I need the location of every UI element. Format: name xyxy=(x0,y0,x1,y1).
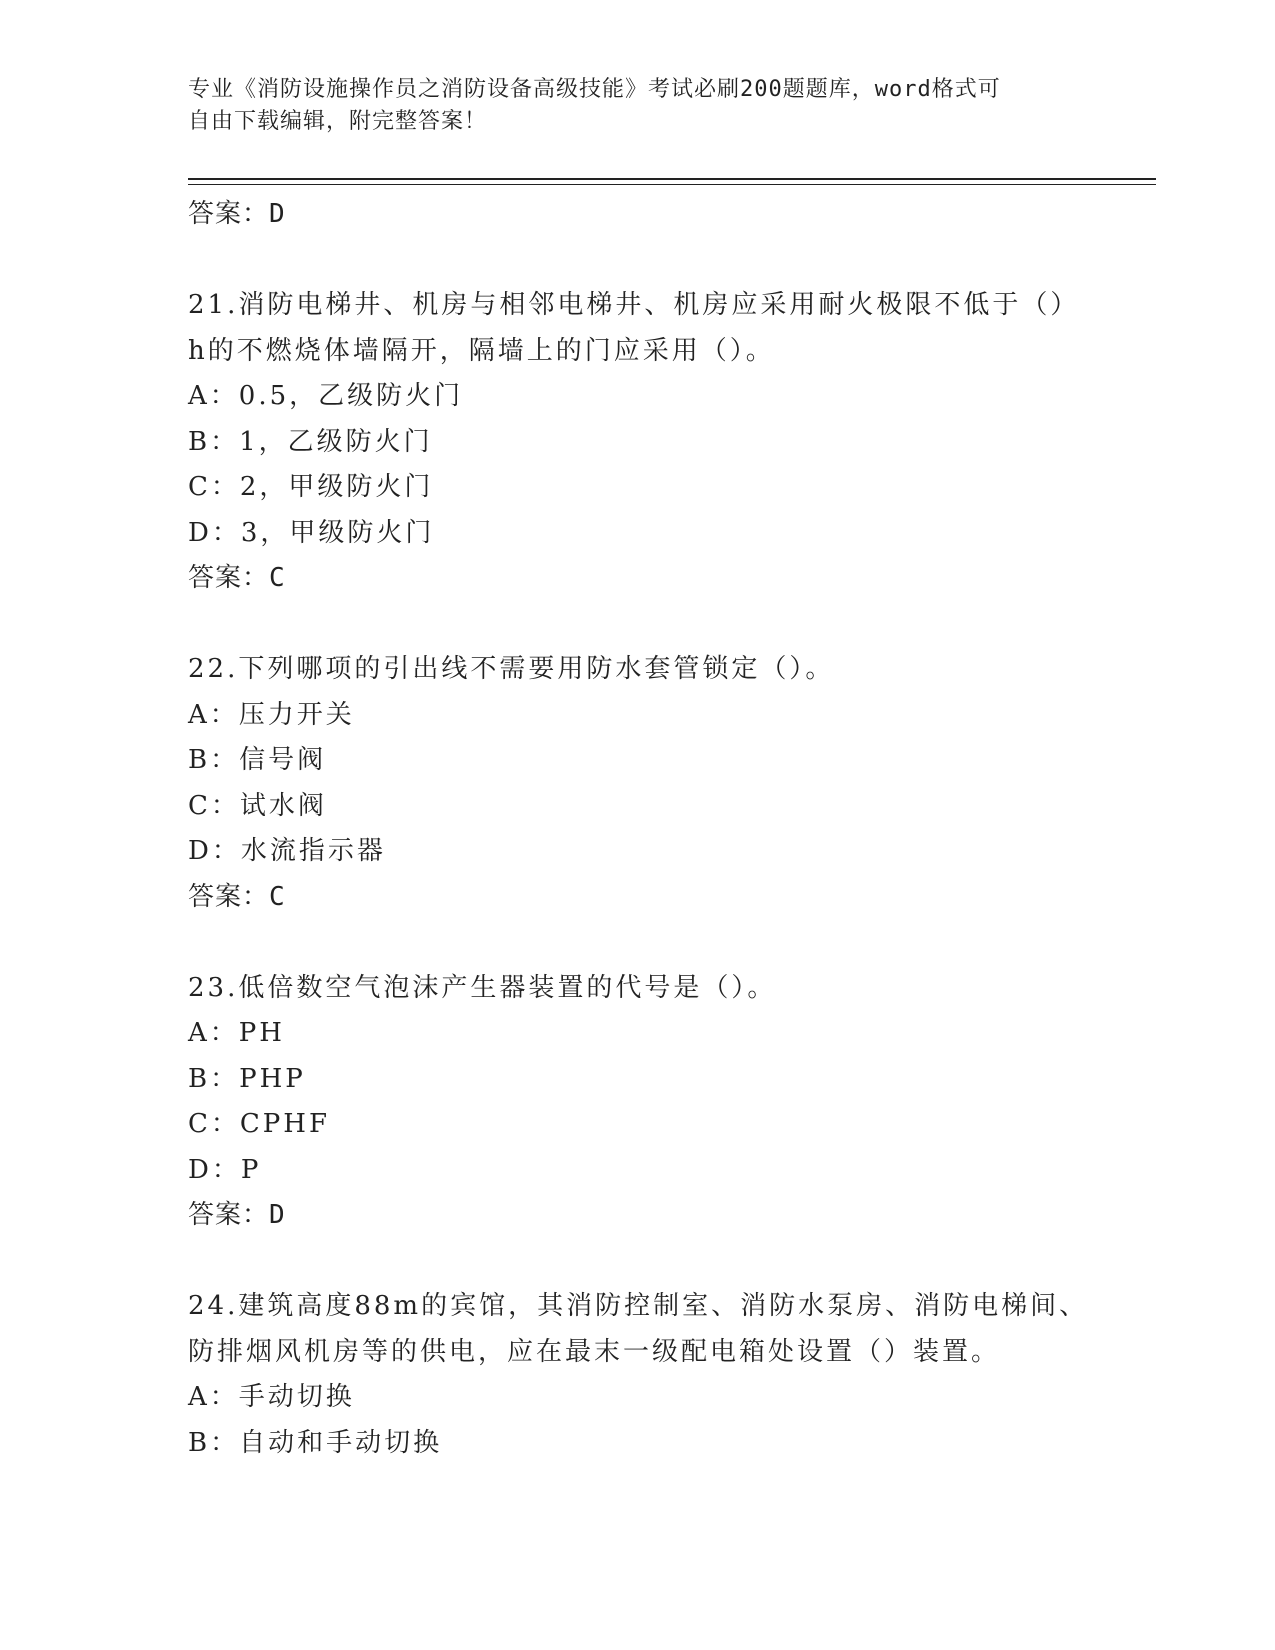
answer-line: 答案：C xyxy=(188,881,286,912)
option-b: B：PHP xyxy=(188,1063,306,1094)
option-a: A：手动切换 xyxy=(188,1382,355,1412)
option-d: D：P xyxy=(188,1154,262,1185)
option-d: D：水流指示器 xyxy=(188,836,386,866)
spacer xyxy=(188,920,1088,966)
question-block xyxy=(188,1284,1088,1466)
question-block xyxy=(188,283,1088,602)
option-b: B：自动和手动切换 xyxy=(188,1427,443,1458)
header-line-2: 自由下载编辑，附完整答案！ xyxy=(188,109,488,134)
option-a: A：PH xyxy=(188,1018,285,1048)
question-block xyxy=(188,647,1088,920)
option-b: B：信号阀 xyxy=(188,745,327,775)
question-stem: 21.消防电梯井、机房与相邻电梯井、机房应采用耐火极限不低于（） xyxy=(188,290,1080,320)
header-divider-thick xyxy=(188,178,1156,180)
option-c: C：试水阀 xyxy=(188,790,327,821)
spacer xyxy=(188,1239,1088,1285)
answer-line: 答案：C xyxy=(188,563,286,593)
question-block xyxy=(188,966,1088,1239)
answer-line: 答案：D xyxy=(188,199,286,229)
option-c: C：2，甲级防火门 xyxy=(188,472,434,502)
option-a: A：压力开关 xyxy=(188,699,355,730)
question-stem: 22.下列哪项的引出线不需要用防水套管锁定（）。 xyxy=(188,654,835,684)
option-b: B：1，乙级防火门 xyxy=(188,426,433,457)
document-header xyxy=(188,74,1088,138)
question-stem: 24.建筑高度88m的宾馆，其消防控制室、消防水泵房、消防电梯间、 xyxy=(188,1291,1089,1321)
question-stem: 23.低倍数空气泡沫产生器装置的代号是（）。 xyxy=(188,972,777,1003)
question-list xyxy=(188,192,1088,1466)
spacer xyxy=(188,602,1088,648)
spacer xyxy=(188,238,1088,284)
question-stem: 防排烟风机房等的供电，应在最末一级配电箱处设置（）装置。 xyxy=(188,1336,1001,1367)
option-a: A：0.5，乙级防火门 xyxy=(188,381,464,411)
answer-line: 答案：D xyxy=(188,1200,286,1230)
header-divider-thin xyxy=(188,184,1156,185)
option-c: C：CPHF xyxy=(188,1109,330,1139)
question-stem: h的不燃烧体墙隔开，隔墙上的门应采用（）。 xyxy=(188,335,775,366)
header-line-1: 专业《消防设施操作员之消防设备高级技能》考试必刷200题题库，word格式可 xyxy=(188,77,1001,102)
option-d: D：3，甲级防火门 xyxy=(188,517,435,548)
